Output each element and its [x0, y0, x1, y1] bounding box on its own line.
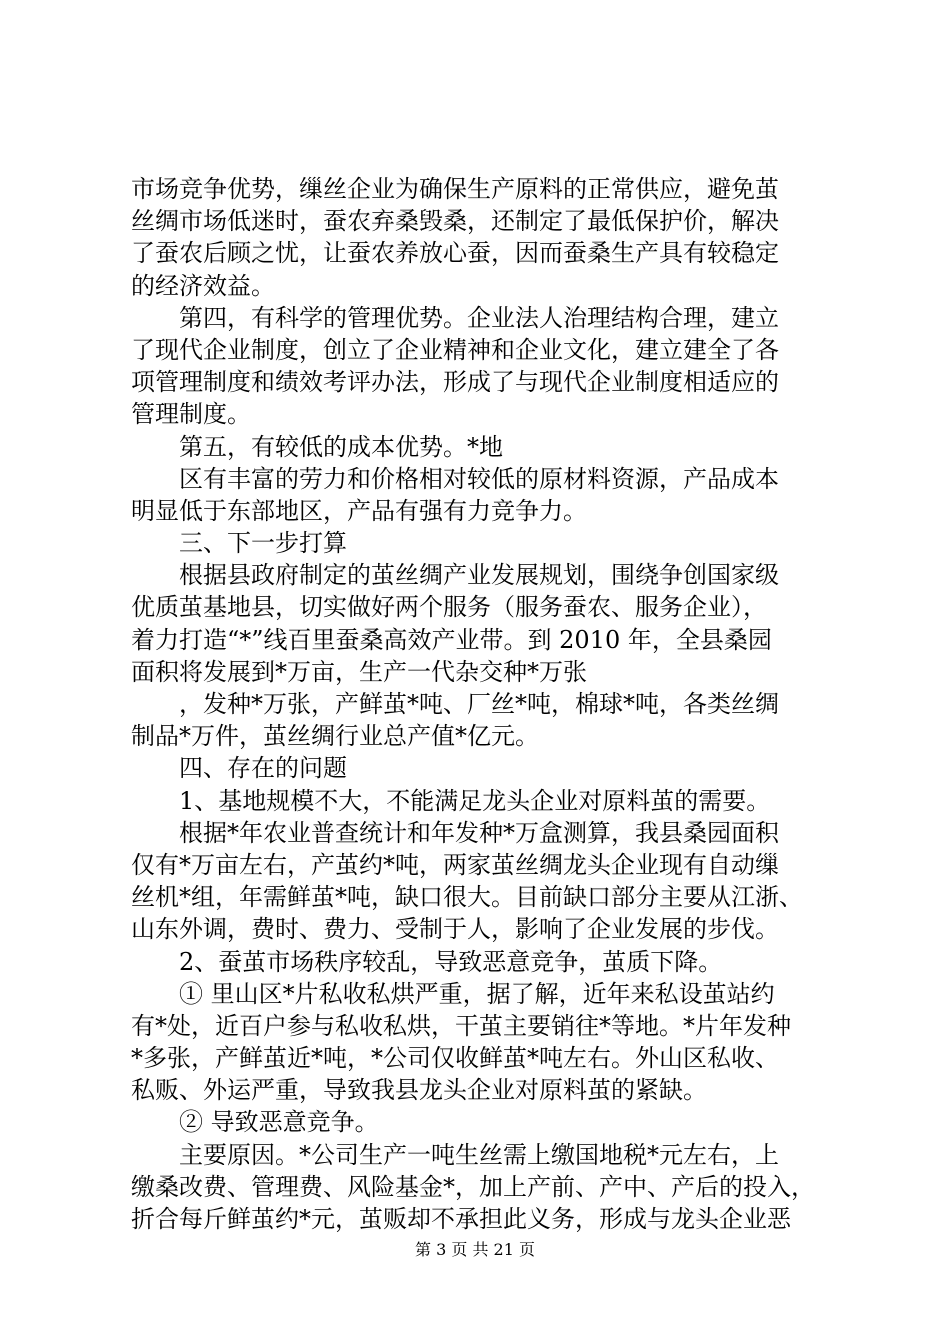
text-line: ① 里山区*片私收私烘严重，据了解，近年来私设茧站约 — [131, 979, 775, 1008]
text-line: 面积将发展到*万亩，生产一代杂交种*万张 — [131, 657, 587, 686]
text-line: 第五，有较低的成本优势。*地 — [131, 432, 503, 461]
text-line: 1、基地规模不大，不能满足龙头企业对原料茧的需要。 — [131, 786, 771, 815]
document-body — [131, 173, 831, 1235]
text-line: 了蚕农后顾之忧，让蚕农养放心蚕，因而蚕桑生产具有较稳定 — [131, 239, 779, 268]
text-line: 丝绸市场低迷时，蚕农弃桑毁桑，还制定了最低保护价，解决 — [131, 207, 779, 236]
text-line: 有*处，近百户参与私收私烘，干茧主要销往*等地。*片年发种 — [131, 1011, 791, 1040]
text-line: 折合每斤鲜茧约*元，茧贩却不承担此义务，形成与龙头企业恶 — [131, 1205, 791, 1233]
text-line: 根据*年农业普查统计和年发种*万盒测算，我县桑园面积 — [131, 818, 779, 847]
text-line: 优质茧基地县，切实做好两个服务（服务蚕农、服务企业）， — [131, 593, 767, 622]
text-line: 仅有*万亩左右，产茧约*吨，两家茧丝绸龙头企业现有自动缫 — [131, 850, 779, 879]
text-line: ② 导致恶意竞争。 — [131, 1108, 379, 1137]
text-line: 山东外调，费时、费力、受制于人，影响了企业发展的步伐。 — [131, 915, 779, 944]
text-line: 三、下一步打算 — [131, 529, 347, 558]
text-line: 制品*万件，茧丝绸行业总产值*亿元。 — [131, 722, 539, 751]
text-line: 根据县政府制定的茧丝绸产业发展规划，围绕争创国家级 — [131, 561, 779, 590]
page-footer: 第 3 页 共 21 页 — [415, 1240, 535, 1259]
text-line: 四、存在的问题 — [131, 754, 347, 783]
text-line: 区有丰富的劳力和价格相对较低的原材料资源，产品成本 — [131, 464, 779, 493]
text-line: ，发种*万张，产鲜茧*吨、厂丝*吨，棉球*吨，各类丝绸 — [131, 690, 779, 718]
text-line: 市场竞争优势，缫丝企业为确保生产原料的正常供应，避免茧 — [131, 175, 779, 203]
text-line: *多张，产鲜茧近*吨，*公司仅收鲜茧*吨左右。外山区私收、 — [131, 1044, 779, 1073]
text-line: 明显低于东部地区，产品有强有力竞争力。 — [131, 496, 587, 525]
text-line: 第四，有科学的管理优势。企业法人治理结构合理，建立 — [131, 303, 779, 332]
text-line: 主要原因。*公司生产一吨生丝需上缴国地税*元左右，上 — [131, 1140, 779, 1169]
text-line: 项管理制度和绩效考评办法，形成了与现代企业制度相适应的 — [131, 368, 779, 397]
text-line: 缴桑改费、管理费、风险基金*，加上产前、产中、产后的投入， — [131, 1172, 815, 1201]
text-line: 2、蚕茧市场秩序较乱，导致恶意竞争，茧质下降。 — [131, 947, 723, 976]
text-line: 了现代企业制度，创立了企业精神和企业文化，建立建全了各 — [131, 335, 779, 364]
text-line: 的经济效益。 — [131, 271, 275, 300]
text-line: 管理制度。 — [131, 400, 251, 429]
text-line: 私贩、外运严重，导致我县龙头企业对原料茧的紧缺。 — [131, 1076, 707, 1105]
text-line: 丝机*组，年需鲜茧*吨，缺口很大。目前缺口部分主要从江浙、 — [131, 883, 803, 912]
text-line: 着力打造“*”线百里蚕桑高效产业带。到 2010 年，全县桑园 — [131, 625, 772, 654]
